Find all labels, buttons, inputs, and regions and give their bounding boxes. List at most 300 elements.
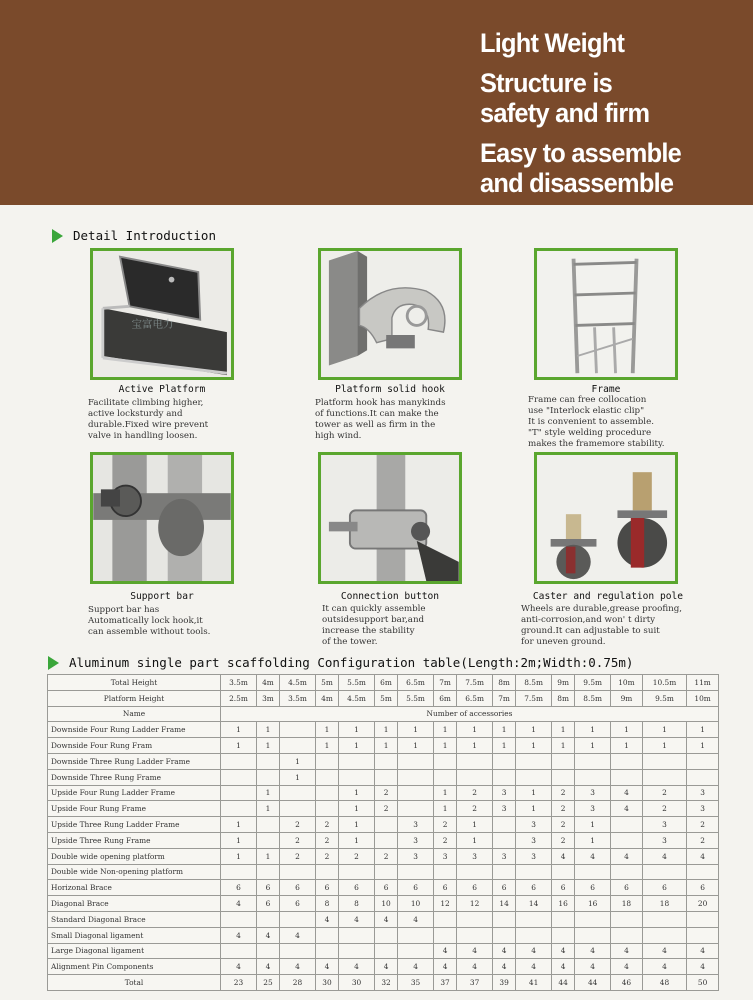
component-name: Large Diagonal ligament [48,943,221,959]
table-cell [552,864,575,880]
photo-frame [534,248,678,380]
green-arrow-icon [52,229,63,243]
table-cell [256,753,279,769]
table-cell [493,864,516,880]
table-cell [493,753,516,769]
caption-active-platform: Active Platform [118,384,206,395]
table-row [48,832,719,848]
table-cell [315,785,338,801]
table-cell: 4 [642,943,686,959]
table-cell: 6 [256,880,279,896]
table-cell: 1 [457,722,493,738]
table-cell: 7.5m [516,690,552,706]
table-cell: 3 [575,785,611,801]
table-cell [434,927,457,943]
table-cell: 4 [315,911,338,927]
table-cell: 1 [687,722,719,738]
table-cell: 4 [339,959,375,975]
table-cell: 4.5m [339,690,375,706]
table-cell [221,753,257,769]
table-cell [398,753,434,769]
desc-active-platform: Facilitate climbing higher, active locksturdy and durable.Fixed wire prevent valve in handling loosen. [88,398,209,441]
table-cell [256,864,279,880]
banner-line-4: Easy to assemble [480,138,681,168]
photo-support-bar [90,452,234,584]
table-cell: 1 [516,738,552,754]
svg-text:宝富电力: 宝富电力 [131,318,174,331]
table-cell: 4 [687,848,719,864]
table-cell [315,769,338,785]
table-cell: 1 [457,832,493,848]
table-cell: 1 [687,738,719,754]
table-cell: 1 [398,738,434,754]
table-cell: 6 [434,880,457,896]
table-cell: 4 [374,959,397,975]
table-cell [280,864,316,880]
table-cell: 1 [315,722,338,738]
table-cell: 6 [552,880,575,896]
name-header: Name [48,706,221,722]
table-cell [374,943,397,959]
table-cell: 6.5m [398,675,434,691]
table-cell: 4 [552,943,575,959]
table-cell: 6 [221,880,257,896]
table-cell [457,769,493,785]
table-cell [256,911,279,927]
table-cell: 10m [687,690,719,706]
table-cell: 1 [256,848,279,864]
table-cell [687,753,719,769]
table-cell: 2 [687,832,719,848]
table-cell: 14 [493,896,516,912]
table-cell: 4 [280,959,316,975]
table-cell: 9m [552,675,575,691]
table-cell: 2 [374,785,397,801]
component-name: Downside Four Rung Fram [48,738,221,754]
table-cell [315,927,338,943]
total-cell: 30 [339,975,375,991]
table-cell: 1 [339,738,375,754]
table-cell [687,864,719,880]
table-cell [687,911,719,927]
table-row [48,785,719,801]
component-name: Upside Three Rung Ladder Frame [48,817,221,833]
table-cell [280,785,316,801]
table-cell: 1 [256,738,279,754]
total-label: Total [48,975,221,991]
table-cell [493,927,516,943]
table-cell: 4 [398,959,434,975]
support-bar-icon [93,455,231,581]
component-name: Upside Three Rung Frame [48,832,221,848]
table-cell: 6 [493,880,516,896]
total-row [48,975,719,991]
table-cell [280,911,316,927]
table-cell: 1 [221,722,257,738]
component-name: Alignment Pin Components [48,959,221,975]
table-cell: 1 [457,738,493,754]
table-cell: 1 [280,753,316,769]
table-cell: 8 [339,896,375,912]
table-cell: 3 [687,785,719,801]
table-cell: 16 [575,896,611,912]
table-cell [374,817,397,833]
table-cell [611,927,643,943]
photo-caster [534,452,678,584]
table-cell: 1 [315,738,338,754]
table-cell [611,753,643,769]
table-cell [642,769,686,785]
table-cell: 10m [611,675,643,691]
table-cell [280,722,316,738]
table-cell: 6 [280,880,316,896]
table-cell: 7.5m [457,675,493,691]
table-cell: 4 [256,927,279,943]
table-cell: 18 [611,896,643,912]
table-cell: 3 [516,832,552,848]
table-row [48,880,719,896]
total-cell: 25 [256,975,279,991]
table-cell: 4 [611,785,643,801]
table-cell [221,911,257,927]
total-height-row [48,675,719,691]
table-cell [339,927,375,943]
table-row [48,959,719,975]
accessories-header: Number of accessories [221,706,719,722]
table-cell: 6m [374,675,397,691]
desc-connection-button: It can quickly assemble outsidesupport bar,and increase the stability of the tower. [322,604,426,647]
table-cell: 6 [339,880,375,896]
table-cell: 1 [552,738,575,754]
table-cell: 4 [611,801,643,817]
table-cell: 3 [575,801,611,817]
table-cell: 1 [221,848,257,864]
total-cell: 48 [642,975,686,991]
table-cell: 8m [552,690,575,706]
table-cell: 3.5m [280,690,316,706]
table-cell: 1 [280,769,316,785]
table-cell [552,769,575,785]
table-cell: 1 [434,785,457,801]
table-cell: 1 [221,832,257,848]
table-cell [611,832,643,848]
table-cell [611,769,643,785]
table-row [48,896,719,912]
table-cell: 1 [374,722,397,738]
green-arrow-icon [48,656,59,670]
table-cell [575,753,611,769]
table-row [48,848,719,864]
table-cell [315,801,338,817]
table-cell: 3 [493,801,516,817]
component-name: Horizonal Brace [48,880,221,896]
table-cell: 3 [398,848,434,864]
caption-support-bar: Support bar [130,591,194,602]
desc-platform-hook: Platform hook has manykinds of functions.It can make the tower as well as firm in the high wind. [315,398,446,441]
table-cell: 3 [687,801,719,817]
detail-heading-text: Detail Introduction [73,228,216,243]
table-cell: 4 [642,848,686,864]
table-cell: 1 [398,722,434,738]
clamp-icon [321,455,459,581]
row-label: Platform Height [48,690,221,706]
table-row [48,738,719,754]
table-cell: 1 [493,722,516,738]
table-cell: 2 [642,785,686,801]
table-cell [457,911,493,927]
table-cell: 6 [374,880,397,896]
hook-icon [321,251,459,377]
table-cell: 4 [221,896,257,912]
table-cell: 4 [457,959,493,975]
photo-active-platform [90,248,234,380]
table-cell: 2 [457,785,493,801]
total-cell: 30 [315,975,338,991]
table-cell: 3 [398,817,434,833]
table-cell [256,817,279,833]
table-cell: 1 [575,817,611,833]
table-cell: 4 [457,943,493,959]
table-cell: 1 [516,801,552,817]
table-cell: 4 [493,959,516,975]
table-cell [374,753,397,769]
table-cell [575,769,611,785]
table-cell: 5.5m [339,675,375,691]
table-row [48,864,719,880]
table-cell: 9m [611,690,643,706]
table-cell: 1 [374,738,397,754]
caption-platform-hook: Platform solid hook [335,384,445,395]
table-cell [457,927,493,943]
caption-frame: Frame [591,384,621,395]
table-cell: 3 [516,817,552,833]
platform-height-row [48,690,719,706]
table-cell: 3 [516,848,552,864]
table-cell: 3 [457,848,493,864]
table-cell: 4 [434,959,457,975]
component-name: Downside Four Rung Ladder Frame [48,722,221,738]
table-heading-text: Aluminum single part scaffolding Configuration table(Length:2m;Width:0.75m) [69,655,634,670]
table-cell: 4 [374,911,397,927]
table-cell [221,864,257,880]
table-cell: 2 [280,832,316,848]
table-cell [221,769,257,785]
table-cell: 4 [575,943,611,959]
table-cell [398,864,434,880]
table-cell: 8 [315,896,338,912]
total-cell: 50 [687,975,719,991]
table-cell: 5m [315,675,338,691]
table-cell: 4 [280,927,316,943]
table-cell [552,753,575,769]
table-cell: 5.5m [398,690,434,706]
banner-line-2: Structure is [480,68,613,98]
table-cell: 4m [315,690,338,706]
table-cell [221,943,257,959]
table-cell [315,864,338,880]
table-cell: 2 [434,832,457,848]
table-cell: 6 [280,896,316,912]
table-cell: 2 [374,848,397,864]
table-cell: 4 [687,959,719,975]
banner-line-3: safety and firm [480,98,650,128]
total-cell: 44 [552,975,575,991]
table-cell [642,753,686,769]
table-cell [256,943,279,959]
table-cell [642,864,686,880]
table-cell [516,769,552,785]
banner-slogans [480,28,745,198]
table-cell: 3m [256,690,279,706]
component-name: Double wide opening platform [48,848,221,864]
table-cell: 1 [516,785,552,801]
total-cell: 41 [516,975,552,991]
header-banner [0,0,753,205]
table-cell: 12 [457,896,493,912]
table-cell [552,911,575,927]
table-cell: 1 [434,801,457,817]
table-cell [493,769,516,785]
table-cell: 2 [457,801,493,817]
table-cell: 3 [434,848,457,864]
table-row [48,753,719,769]
platform-hatch-icon [93,251,231,377]
table-cell: 6 [516,880,552,896]
table-cell: 1 [434,722,457,738]
caster-wheel-icon [537,455,675,581]
table-cell [516,927,552,943]
table-cell: 1 [642,722,686,738]
table-cell: 1 [434,738,457,754]
component-name: Diagonal Brace [48,896,221,912]
table-cell: 3 [398,832,434,848]
table-cell: 2 [552,785,575,801]
table-cell: 2 [280,848,316,864]
table-cell: 4 [221,959,257,975]
table-cell: 5m [374,690,397,706]
table-cell: 2 [315,832,338,848]
detail-heading [52,228,216,243]
table-cell: 2 [552,832,575,848]
table-cell: 6 [611,880,643,896]
table-cell: 3 [642,832,686,848]
table-cell: 4 [552,959,575,975]
table-cell: 2 [434,817,457,833]
table-cell [280,801,316,817]
table-cell: 1 [339,785,375,801]
table-row [48,817,719,833]
table-cell: 14 [516,896,552,912]
table-cell [339,769,375,785]
table-cell [611,911,643,927]
component-name: Upside Four Rung Ladder Frame [48,785,221,801]
table-cell: 9.5m [642,690,686,706]
table-cell [457,753,493,769]
component-name: Downside Three Rung Ladder Frame [48,753,221,769]
table-cell [552,927,575,943]
table-cell: 1 [339,722,375,738]
table-cell [493,911,516,927]
table-cell: 4 [611,943,643,959]
banner-line-1: Light Weight [480,28,625,58]
table-cell: 6 [398,880,434,896]
table-cell [642,927,686,943]
component-name: Upside Four Rung Frame [48,801,221,817]
table-cell: 10 [374,896,397,912]
table-cell: 6.5m [457,690,493,706]
table-cell: 3 [642,817,686,833]
table-cell: 1 [221,817,257,833]
table-cell [516,753,552,769]
table-cell: 2 [642,801,686,817]
caption-caster: Caster and regulation pole [532,591,684,602]
table-cell [256,769,279,785]
photo-platform-hook [318,248,462,380]
component-name: Standard Diagonal Brace [48,911,221,927]
total-cell: 28 [280,975,316,991]
table-cell: 3 [493,785,516,801]
table-cell [374,927,397,943]
table-cell: 6 [457,880,493,896]
table-cell [374,864,397,880]
banner-line-5: and disassemble [480,168,674,198]
table-cell: 4 [687,943,719,959]
table-cell: 6 [642,880,686,896]
table-cell: 2 [374,801,397,817]
table-cell: 1 [339,801,375,817]
table-cell: 4m [256,675,279,691]
table-cell: 1 [339,832,375,848]
table-cell [221,785,257,801]
table-row [48,911,719,927]
table-cell [687,769,719,785]
table-cell [575,864,611,880]
table-cell [611,864,643,880]
table-cell [398,769,434,785]
table-cell: 1 [611,722,643,738]
table-cell: 2.5m [221,690,257,706]
total-cell: 39 [493,975,516,991]
table-cell: 1 [575,722,611,738]
table-cell: 2 [315,848,338,864]
table-cell: 4 [575,959,611,975]
desc-support-bar: Support bar has Automatically lock hook,it can assemble without tools. [88,605,211,637]
name-header-row [48,706,719,722]
table-cell: 2 [687,817,719,833]
table-cell: 20 [687,896,719,912]
table-cell [493,832,516,848]
table-cell: 4 [516,943,552,959]
table-row [48,801,719,817]
table-cell: 3 [493,848,516,864]
table-cell: 1 [642,738,686,754]
table-cell [493,817,516,833]
table-cell [280,738,316,754]
table-cell: 1 [575,832,611,848]
table-cell: 10 [398,896,434,912]
table-cell: 2 [315,817,338,833]
total-cell: 32 [374,975,397,991]
table-cell [221,801,257,817]
table-cell [516,864,552,880]
component-name: Downside Three Rung Frame [48,769,221,785]
table-cell: 6 [575,880,611,896]
table-cell: 4.5m [280,675,316,691]
table-cell: 1 [493,738,516,754]
table-cell: 7m [434,675,457,691]
table-cell: 6m [434,690,457,706]
table-cell [256,832,279,848]
